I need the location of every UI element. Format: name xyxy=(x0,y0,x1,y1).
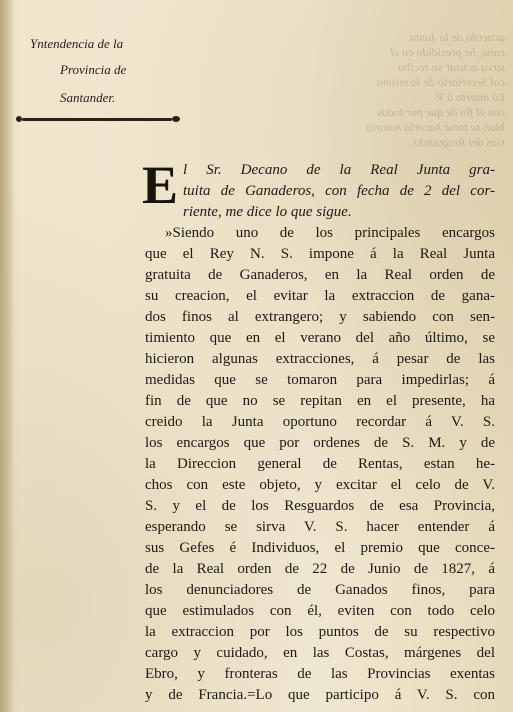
body-line: que estimulados con él, eviten con todo celo xyxy=(145,603,495,619)
body-line: S. y el de los Resguardos de esa Provincia, xyxy=(145,498,495,514)
body-line: de la Real orden de 22 de Junio de 1827, á xyxy=(145,561,495,577)
body-line: los denunciadores de Ganados finos, para xyxy=(145,582,495,598)
body-line: medidas que se tomaron para impedirlas; á xyxy=(145,372,495,388)
body-line: gratuita de Ganaderos, en la Real orden de xyxy=(145,267,495,283)
decorative-rule xyxy=(22,118,172,121)
intro-line: tuita de Ganaderos, con fecha de 2 del cor- xyxy=(183,183,495,199)
body-line: timiento que en el verano del año último, se xyxy=(145,330,495,346)
letterhead-line-1: Yntendencia de la xyxy=(30,36,124,51)
letterhead-line-2: Provincia de xyxy=(60,62,127,77)
body-line: su creacion, el evitar la extraccion de gana- xyxy=(145,288,495,304)
body-line: esperando se sirva V. S. hacer entender á xyxy=(145,519,495,535)
page-edge-shadow xyxy=(0,0,14,712)
show-through-text: acuerdo de la Junta cano, he presidido en el sirva acusar su recibo cal Secretario de la misma Lo inserto á V. con el fin de que por todos blar, se tome hacerlo notorio rios del Resguardo xyxy=(366,30,505,149)
intro-line: riente, me dice lo que sigue. xyxy=(183,204,352,220)
body-line: dos finos al extrangero; y sabiendo con sen- xyxy=(145,309,495,325)
body-line: los encargos que por ordenes de S. M. y de xyxy=(145,435,495,451)
body-line: chos con este objeto, y excitar el celo de V. xyxy=(145,477,495,493)
body-line: »Siendo uno de los principales encargos xyxy=(165,225,495,241)
letterhead-line-3: Santander. xyxy=(60,90,116,105)
body-line: Ebro, y fronteras de las Provincias exentas xyxy=(145,666,495,682)
body-line: la Direccion general de Rentas, estan he- xyxy=(145,456,495,472)
body-line: sus Gefes é Individuos, el premio que conce- xyxy=(145,540,495,556)
drop-cap: E xyxy=(142,155,179,215)
body-line: hicieron algunas extracciones, á pesar de las xyxy=(145,351,495,367)
body-line: la extraccion por los puntos de su respectivo xyxy=(145,624,495,640)
intro-line: l Sr. Decano de la Real Junta gra- xyxy=(183,162,495,178)
body-line: y de Francia.=Lo que participo á V. S. con xyxy=(145,687,495,703)
body-line: creido la Junta oportuno recordar á V. S. xyxy=(145,414,495,430)
body-line: fin de que no se repitan en el presente, ha xyxy=(145,393,495,409)
body-line: cargo y cuidado, en las Costas, márgenes del xyxy=(145,645,495,661)
letter-body xyxy=(145,160,495,706)
body-line: que el Rey N. S. impone á la Real Junta xyxy=(145,246,495,262)
